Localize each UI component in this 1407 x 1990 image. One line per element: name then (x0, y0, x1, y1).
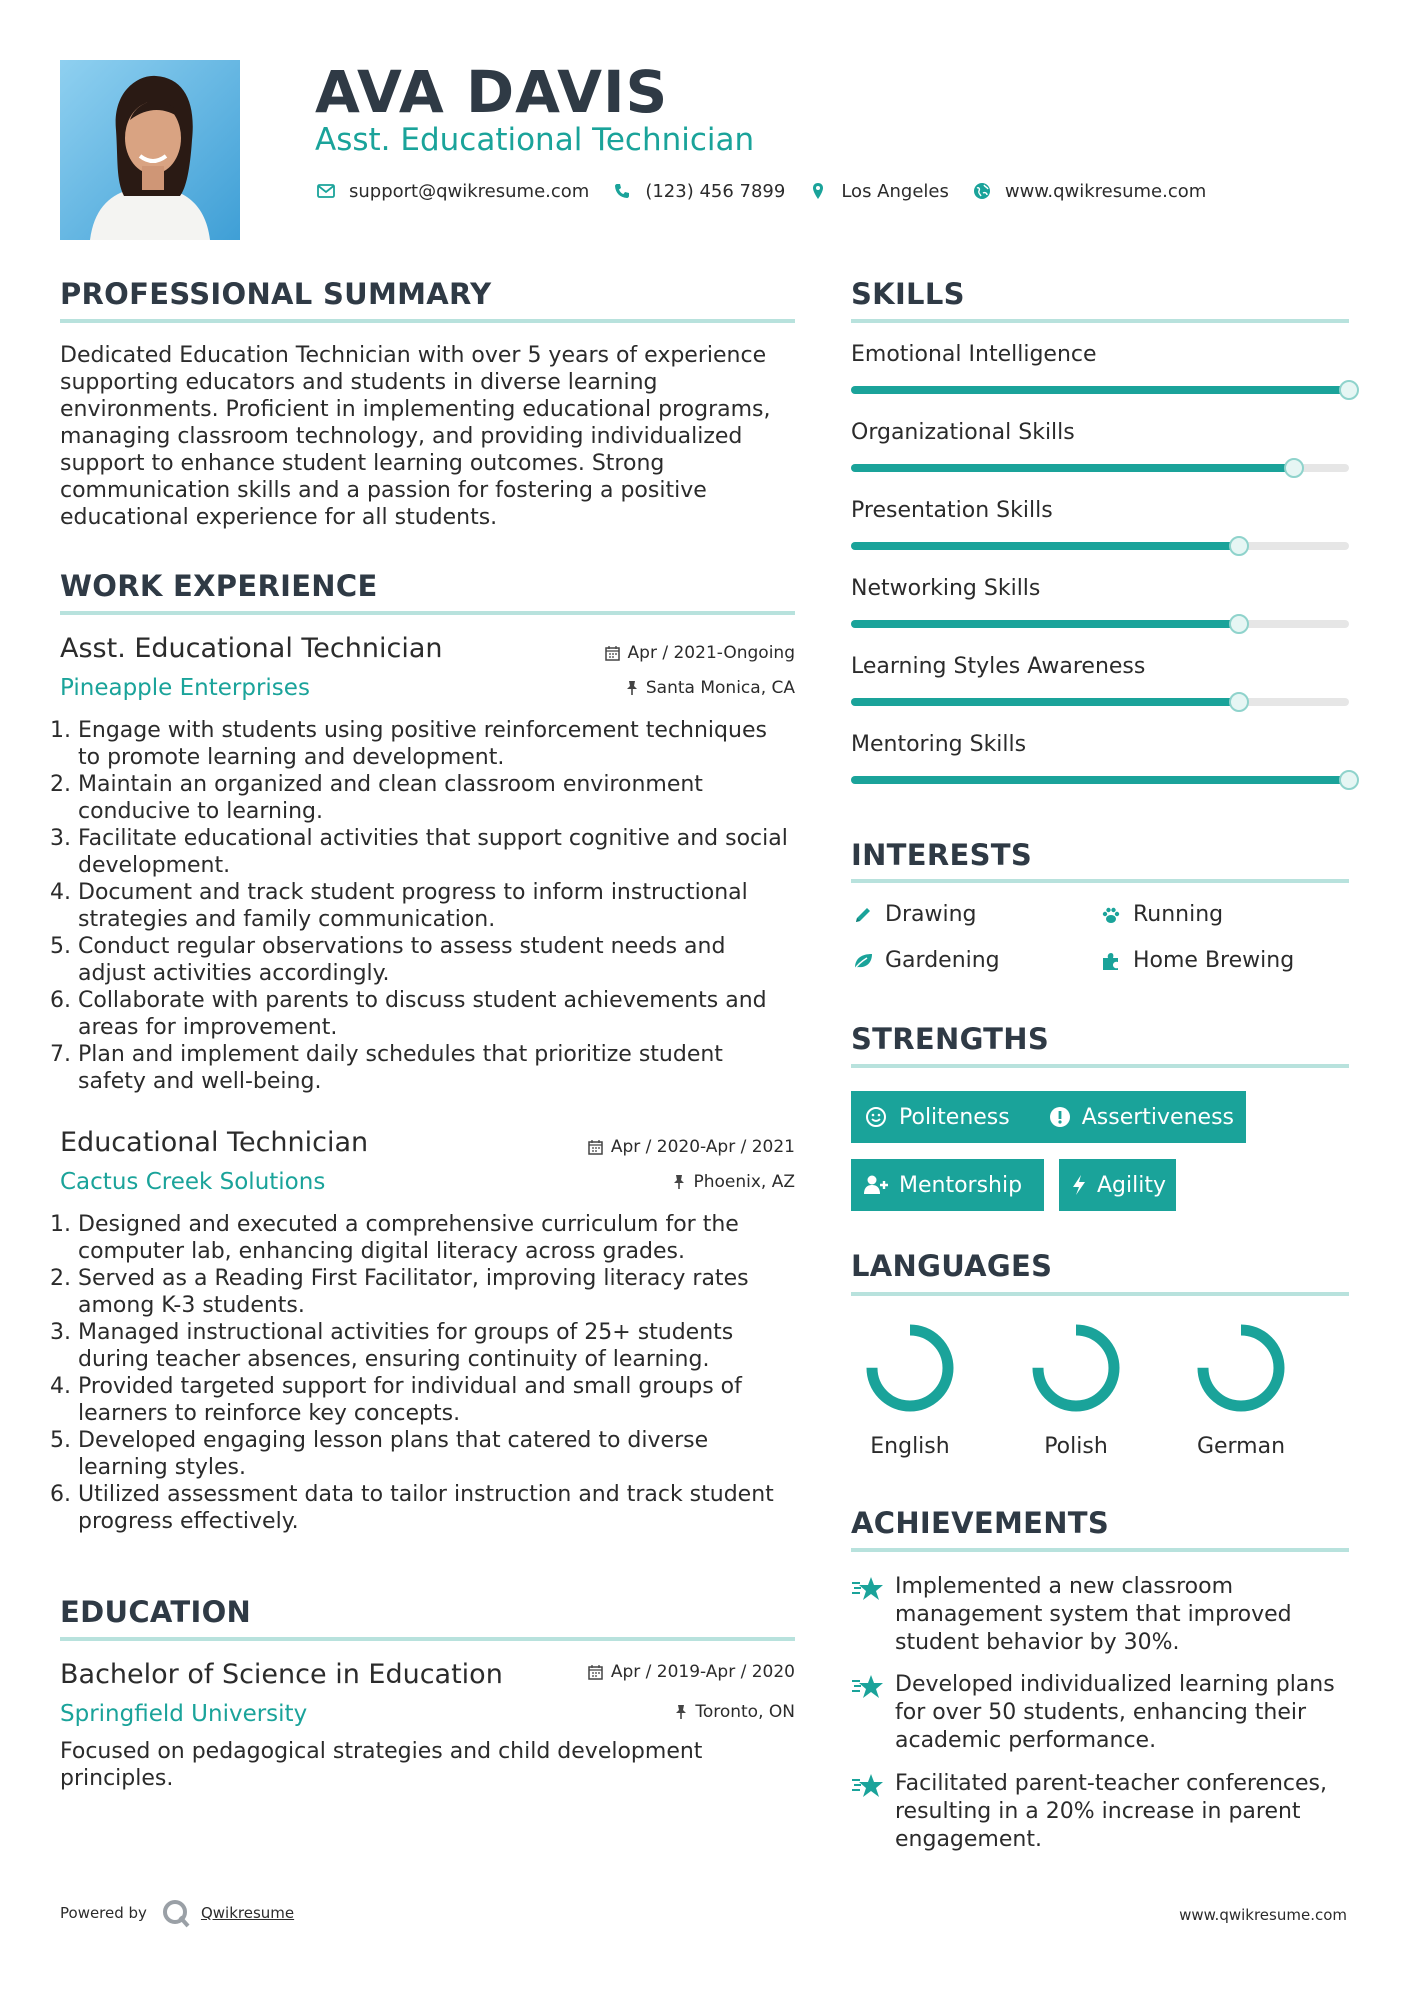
summary-heading: PROFESSIONAL SUMMARY (60, 277, 492, 311)
list-item: 4. Provided targeted support for individual and small groups of learners to reinforce key concepts. (50, 1374, 742, 1426)
star-icon (851, 1575, 885, 1605)
language-ring-arc (1038, 1330, 1114, 1406)
skill-bar-fill (851, 464, 1294, 472)
star-icon (851, 1673, 885, 1703)
interest-item: Drawing (851, 902, 976, 927)
skill-bar-fill (851, 542, 1239, 550)
footer-powered-by: Powered by Qwikresume (60, 1898, 294, 1928)
achievement-item: Facilitated parent-teacher conferences, resulting in a 20% increase in parent engagement. (851, 1770, 1361, 1854)
job-company: Cactus Creek Solutions (60, 1169, 326, 1195)
strengths-heading: STRENGTHS (851, 1022, 1050, 1056)
puzzle-icon (1099, 949, 1123, 973)
skill-bar-fill (851, 620, 1239, 628)
strength-badge: Mentorship (851, 1159, 1044, 1211)
language-ring-arc (872, 1330, 948, 1406)
skill-bar (851, 386, 1349, 394)
contact-website-text: www.qwikresume.com (1004, 180, 1207, 202)
interest-item: Running (1099, 902, 1223, 927)
pushpin-icon (673, 1174, 685, 1190)
skill-bar (851, 698, 1349, 706)
strength-badge: Politeness (851, 1091, 1056, 1143)
achievements-rule (851, 1548, 1349, 1552)
strength-badge: Agility (1059, 1159, 1176, 1211)
calendar-icon (605, 645, 620, 661)
interest-item: Home Brewing (1099, 948, 1294, 973)
profile-photo-image (60, 60, 240, 240)
pushpin-icon (626, 680, 638, 696)
list-item: 4. Document and track student progress to inform instructional strategies and family communication. (50, 880, 748, 932)
map-pin-icon (807, 180, 829, 202)
language-ring (1028, 1320, 1124, 1416)
languages-rule (851, 1292, 1349, 1296)
envelope-icon (315, 180, 337, 202)
languages-heading: LANGUAGES (851, 1249, 1053, 1283)
job-duties-list (50, 1211, 795, 1535)
language-item (845, 1320, 975, 1459)
pushpin-icon (675, 1704, 687, 1720)
contact-location (807, 180, 949, 202)
skill-bar (851, 776, 1349, 784)
language-ring-arc (1203, 1330, 1279, 1406)
language-label: English (870, 1434, 950, 1459)
contact-website[interactable] (971, 180, 1206, 202)
job-location-text: Phoenix, AZ (693, 1172, 795, 1192)
language-ring (862, 1320, 958, 1416)
skill-bar-fill (851, 698, 1239, 706)
paw-icon (1099, 903, 1123, 927)
leaf-icon (851, 949, 875, 973)
job-dates (605, 643, 795, 663)
list-item: 7. Plan and implement daily schedules that prioritize student safety and well-being. (50, 1042, 723, 1094)
skill-bar-knob (1284, 458, 1304, 478)
education-degree: Bachelor of Science in Education (60, 1659, 503, 1690)
skill-label: Organizational Skills (851, 420, 1075, 445)
contact-phone[interactable] (611, 180, 785, 202)
list-item: 6. Utilized assessment data to tailor instruction and track student progress effectively. (50, 1482, 774, 1534)
list-item: 5. Conduct regular observations to assess student needs and adjust activities accordingly. (50, 934, 726, 986)
education-dates (588, 1662, 795, 1682)
contact-bar (315, 180, 1228, 202)
list-item: 3. Managed instructional activities for groups of 25+ students during teacher absences, ensuring continuity of learning. (50, 1320, 734, 1372)
contact-email-text: support@qwikresume.com (349, 180, 590, 202)
bolt-icon (1071, 1172, 1087, 1198)
job-company: Pineapple Enterprises (60, 675, 310, 701)
skill-label: Presentation Skills (851, 498, 1053, 523)
job-dates-text: Apr / 2020-Apr / 2021 (610, 1137, 795, 1157)
smile-icon (863, 1104, 889, 1130)
contact-location-text: Los Angeles (841, 180, 949, 202)
interests-heading: INTERESTS (851, 838, 1033, 872)
achievements-heading: ACHIEVEMENTS (851, 1506, 1110, 1540)
list-item: 3. Facilitate educational activities that support cognitive and social development. (50, 826, 788, 878)
profile-photo (60, 60, 240, 240)
language-label: German (1196, 1434, 1286, 1459)
skill-bar (851, 620, 1349, 628)
education-heading: EDUCATION (60, 1595, 252, 1629)
list-item: 2. Served as a Reading First Facilitator, improving literacy rates among K-3 students. (50, 1266, 749, 1318)
qwikresume-link[interactable]: Qwikresume (200, 1904, 295, 1922)
experience-heading: WORK EXPERIENCE (60, 569, 378, 603)
strength-badge: Assertiveness (1037, 1091, 1246, 1143)
skill-bar-fill (851, 386, 1349, 394)
experience-rule (60, 611, 795, 615)
skill-bar-fill (851, 776, 1349, 784)
achievement-item: Developed individualized learning plans for over 50 students, enhancing their academic performance. (851, 1671, 1361, 1755)
skill-label: Emotional Intelligence (851, 342, 1097, 367)
job-dates (588, 1137, 795, 1157)
skills-rule (851, 319, 1349, 323)
list-item: 1. Engage with students using positive reinforcement techniques to promote learning and development. (50, 718, 767, 770)
language-item (1011, 1320, 1141, 1459)
skill-bar (851, 542, 1349, 550)
skill-bar-knob (1339, 770, 1359, 790)
skill-label: Learning Styles Awareness (851, 654, 1146, 679)
list-item: 2. Maintain an organized and clean classroom environment conducive to learning. (50, 772, 703, 824)
skill-bar (851, 464, 1349, 472)
qwikresume-logo (161, 1898, 191, 1928)
contact-phone-text: (123) 456 7899 (645, 180, 786, 202)
interests-rule (851, 879, 1349, 883)
job-title: Educational Technician (60, 1127, 369, 1158)
education-location (675, 1702, 795, 1722)
skill-bar-knob (1229, 692, 1249, 712)
pencil-icon (851, 903, 875, 927)
job-location (673, 1172, 795, 1192)
list-item: 5. Developed engaging lesson plans that catered to diverse learning styles. (50, 1428, 709, 1480)
job-duties-list (50, 717, 795, 1095)
skill-label: Networking Skills (851, 576, 1041, 601)
star-icon (851, 1772, 885, 1802)
job-dates-text: Apr / 2021-Ongoing (627, 643, 795, 663)
language-ring (1193, 1320, 1289, 1416)
phone-icon (611, 180, 633, 202)
skills-heading: SKILLS (851, 277, 965, 311)
list-item: 6. Collaborate with parents to discuss student achievements and areas for improvement. (50, 988, 767, 1040)
interest-item: Gardening (851, 948, 1000, 973)
skill-label: Mentoring Skills (851, 732, 1027, 757)
skill-bar-knob (1229, 536, 1249, 556)
footer-website[interactable]: www.qwikresume.com (1179, 1906, 1347, 1924)
exclamation-circle-icon (1049, 1104, 1072, 1130)
achievement-item: Implemented a new classroom management system that improved student behavior by 30%. (851, 1573, 1361, 1657)
globe-icon (971, 180, 993, 202)
education-rule (60, 1637, 795, 1641)
strengths-rule (851, 1064, 1349, 1068)
education-dates-text: Apr / 2019-Apr / 2020 (610, 1662, 795, 1682)
calendar-icon (588, 1139, 603, 1155)
language-label: Polish (1044, 1434, 1108, 1459)
contact-email[interactable] (315, 180, 589, 202)
skill-bar-knob (1339, 380, 1359, 400)
summary-text: Dedicated Education Technician with over 5 years of experience supporting educators and students in diverse learning environments. Proficient in implementing educational programs, managing classroom technology, and providing individualized support to enhance student learning outcomes. Strong communication skills and a passion for fostering a positive educational experience for all students. (60, 343, 771, 530)
skill-bar-knob (1229, 614, 1249, 634)
summary-rule (60, 319, 795, 323)
education-description: Focused on pedagogical strategies and child development principles. (60, 1739, 703, 1791)
job-title: Asst. Educational Technician (60, 633, 443, 664)
calendar-icon (588, 1664, 603, 1680)
education-location-text: Toronto, ON (695, 1702, 795, 1722)
job-location-text: Santa Monica, CA (645, 678, 795, 698)
candidate-name: AVA DAVIS (315, 58, 669, 126)
language-item (1176, 1320, 1306, 1459)
candidate-title: Asst. Educational Technician (315, 122, 755, 158)
job-location (626, 678, 795, 698)
user-plus-icon (863, 1172, 889, 1198)
education-school: Springfield University (60, 1701, 308, 1727)
list-item: 1. Designed and executed a comprehensive curriculum for the computer lab, enhancing digital literacy across grades. (50, 1212, 739, 1264)
